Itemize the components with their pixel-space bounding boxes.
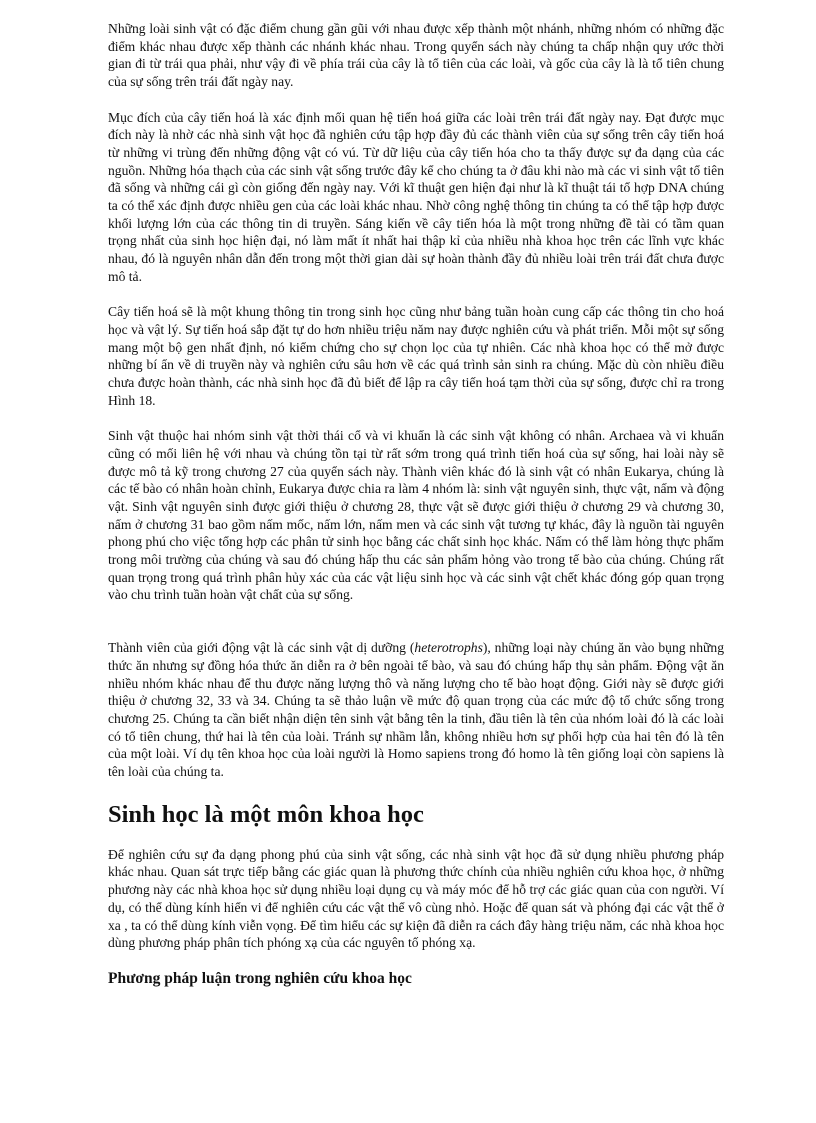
paragraph-animals-part2: ), những loại này chúng ăn vào bụng những thức ăn nhưng sự đồng hóa thức ăn diễn ra ở bên ngoài tế bào, và sau đó chúng hấp thụ sản phẩm. Động vật ăn nhiều nhóm khác nhau để thu được năng lượng thô và năng lượng cho tế bào hoạt động. Giới này sẽ được giới thiệu ở chương 32, 33 và 34. Chúng ta sẽ thảo luận về mức độ quan trọng của các mức độ tổ chức sống trong chương 25. Chúng ta cần biết nhận diện tên sinh vật bằng tên la tinh, đầu tiên là tên của nhóm loài đó là các loài có tổ tiên chung, thứ hai là tên của loài. Tránh sự nhầm lẫn, không nhiều hơn sự phối hợp của hai tên đó là tên của một loài. Ví dụ tên khoa học của loài người là Homo sapiens trong đó homo là tên giống loại còn sapiens là tên loài của chúng ta. bbox=[108, 640, 724, 780]
section-heading: Sinh học là một môn khoa học bbox=[108, 800, 424, 828]
paragraph-tree-framework: Cây tiến hoá sẽ là một khung thông tin trong sinh học cũng như bảng tuần hoàn cung cấp các thông tin cho hoá học và vật lý. Sự tiến hoá sắp đặt tự do hơn nhiều triệu năm nay được nghiên cứu và phát triển. Mỗi một sự sống mang một bộ gen nhất định, nó kiểm chứng cho sự chọn lọc của tự nhiên. Các nhà khoa học có thể mở được những bí ẩn về di truyền này và nghiên cứu sâu hơn về các quá trình sản sinh ra chúng. Mặc dù còn nhiều điều chưa được hoàn thành, các nhà sinh học đã đủ biết để lập ra cây tiến hoá tạm thời của sự sống, được chỉ ra trong Hình 18. bbox=[108, 304, 724, 408]
paragraph-clades: Những loài sinh vật có đặc điểm chung gần gũi với nhau được xếp thành một nhánh, những nhóm có những đặc điểm khác nhau được xếp thành các nhánh khác nhau. Trong quyển sách này chúng ta chấp nhận quy ước thời gian đi từ trái qua phải, như vậy đi về phía trái của cây là tổ tiên của các loài, và gốc của cây là là tổ tiên chung của sự sống trên trái đất ngày nay. bbox=[108, 21, 724, 90]
paragraph-animals bbox=[108, 639, 724, 781]
document-page bbox=[108, 20, 724, 989]
term-heterotrophs: heterotrophs bbox=[414, 640, 483, 656]
paragraph-prokaryotes-eukarya: Sinh vật thuộc hai nhóm sinh vật thời thái cổ và vi khuẩn là các sinh vật không có nhân. Archaea và vi khuẩn cũng có mối liên hệ với nhau và chúng tồn tại từ rất sớm trong quá trình tiến hoá của sự sống, hai loài này sẽ được mô tả kỹ trong chương 27 của quyển sách này. Thành viên khác đó là sinh vật có nhân Eukarya, chúng là các tế bào có nhân hoàn chỉnh, Eukarya được chia ra làm 4 nhóm là: sinh vật nguyên sinh, thực vật, nấm và động vật. Sinh vật nguyên sinh được giới thiệu ở chương 28, thực vật sẽ được giới thiệu ở chương 29 và chương 30, nấm ở chương 31 bao gồm nấm mốc, nấm lớn, nấm men và các sinh vật tương tự khác, đây là nguồn tài nguyên phong phú cho việc tổng hợp các phân tử sinh học bằng các chất sinh học khác. Nấm có thể làm hỏng thực phẩm trong môi trường của chúng và sau đó chúng hấp thu các sản phẩm hỏng vào trong tế bào của chúng. Chúng rất quan trọng trong quá trình phân hủy xác của các vật liệu sinh học và các sinh vật chết khác đóng góp quan trọng vào chu trình tuần hoàn vật chất của sự sống. bbox=[108, 428, 724, 603]
subsection-heading: Phương pháp luận trong nghiên cứu khoa học bbox=[108, 970, 412, 987]
paragraph-animals-part1: Thành viên của giới động vật là các sinh vật dị dưỡng ( bbox=[108, 640, 415, 656]
paragraph-methods: Để nghiên cứu sự đa dạng phong phú của sinh vật sống, các nhà sinh vật học đã sử dụng nhiều phương pháp khác nhau. Quan sát trực tiếp bằng các giác quan là phương thức chính của nhiều nghiên cứu khoa học, ở những phương này các nhà khoa học sử dụng nhiều loại dụng cụ và máy móc để hỗ trợ các giác quan của con người. Ví dụ, có thể dùng kính hiển vi để nghiên cứu các vật thể vô cùng nhỏ. Hoặc để quan sát và phóng đại các vật thể ở xa , ta có thể dùng kính viễn vọng. Để tìm hiểu các sự kiện đã diễn ra cách đây hàng triệu năm, các nhà khoa học dùng phương pháp phân tích phóng xạ của các nguyên tố phóng xạ. bbox=[108, 846, 724, 951]
paragraph-tree-purpose: Mục đích của cây tiến hoá là xác định mối quan hệ tiến hoá giữa các loài trên trái đất ngày nay. Đạt được mục đích này là nhờ các nhà sinh vật học đã nghiên cứu tập hợp đầy đủ các thành viên của sự sống trên cây tiến hoá từ những vi trùng đến những động vật có vú. Từ dữ liệu của cây tiến hóa cho ta thấy được sự đa dạng của các nguồn. Những hóa thạch của các sinh vật sống trước đây kể cho chúng ta ở đâu khi nào mà các vi sinh vật tổ tiên đã sống và những cái gì còn giống đến ngày nay. Với kĩ thuật gen hiện đại như là kĩ thuật tái tổ hợp DNA chúng ta có thể xác định được nhiều gen của các loài khác nhau. Nhờ công nghệ thông tin chúng ta có thể tập hợp được khối lượng lớn của các thông tin di truyền. Sáng kiến về cây tiến hóa là một trong những đề tài có tầm quan trọng nhất của sinh học hiện đại, nó làm mất ít nhất hai thập kỉ của nhiều nhà khoa học trên các lĩnh vực khác nhau, đó là nguyên nhân dẫn đến trong một thời gian dài sự hoàn thành đầy đủ nhiều loài trên trái đất chưa được mô tả. bbox=[108, 109, 724, 284]
